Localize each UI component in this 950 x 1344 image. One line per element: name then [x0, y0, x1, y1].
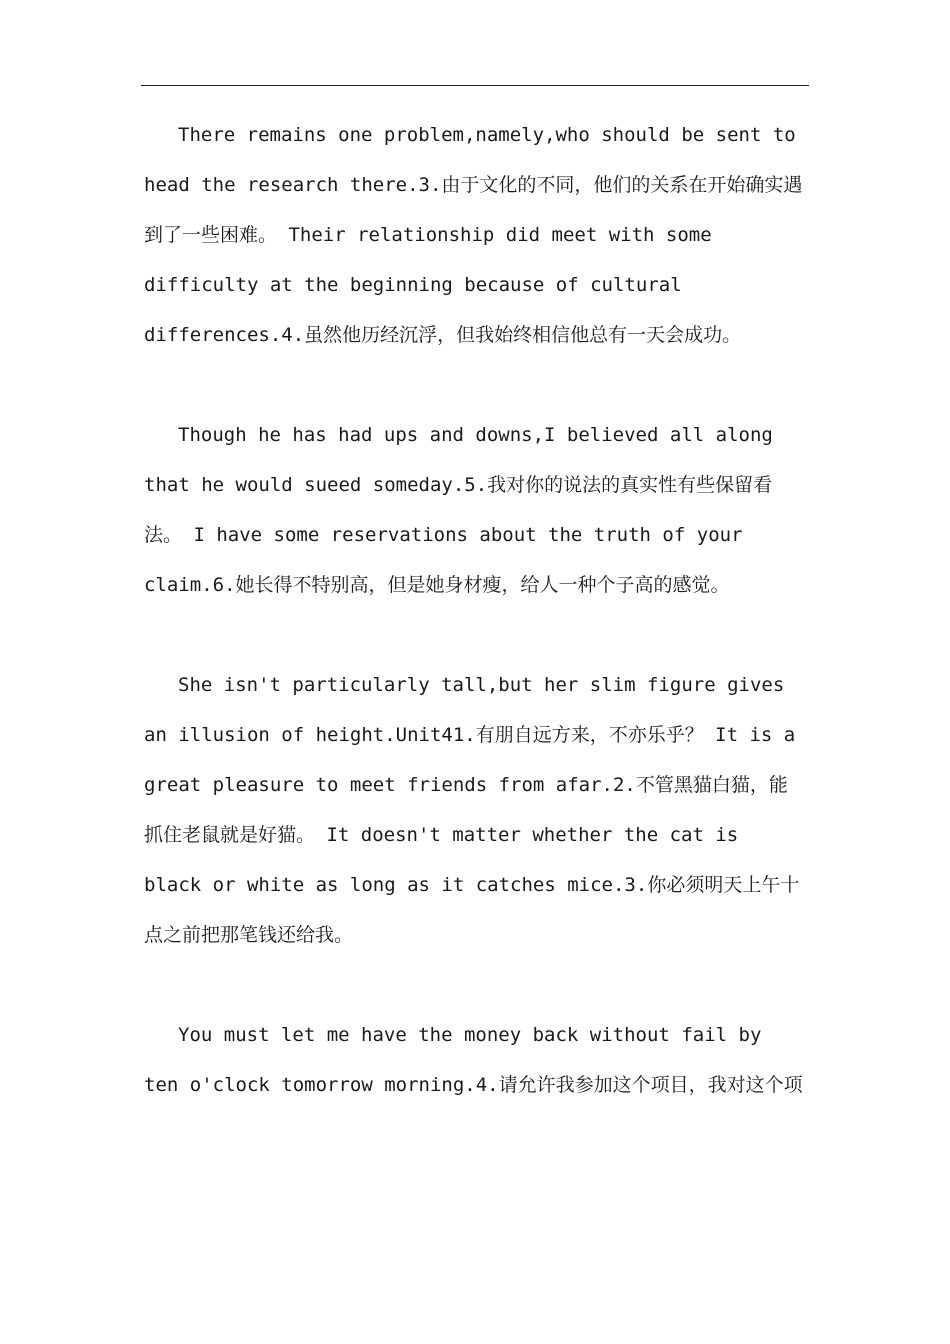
paragraph-3: She isn't particularly tall,but her slim figure gives an illusion of height.Unit41.有朋自远方来，不亦乐乎？ It is a great pleasure to meet friends from afar.2.不管黑猫白猫，能抓住老鼠就是好猫。 It doesn't matter whether the cat is black or white as long as it catches mice.3.你必须明天上午十点之前把那笔钱还给我。 [144, 674, 800, 946]
paragraph-1: There remains one problem,namely,who should be sent to head the research there.3.由于文化的不同，他们的关系在开始确实遇到了一些困难。 Their relationship did meet with some difficulty at the beginning because of cultural differences.4.虽然他历经沉浮，但我始终相信他总有一天会成功。 [144, 124, 803, 346]
paragraph-gap [144, 360, 806, 410]
paragraph-gap [144, 610, 806, 660]
paragraph-gap [144, 960, 806, 1010]
paragraph-2: Though he has had ups and downs,I believed all along that he would sueed someday.5.我对你的说法的真实性有些保留看法。 I have some reservations about the truth of your claim.6.她长得不特别高，但是她身材瘦，给人一种个子高的感觉。 [144, 424, 773, 596]
paragraph-4: You must let me have the money back without fail by ten o'clock tomorrow morning.4.请允许我参加这个项目，我对这个项 [144, 1024, 803, 1096]
header-rule [141, 85, 809, 86]
document-body [144, 110, 806, 1110]
